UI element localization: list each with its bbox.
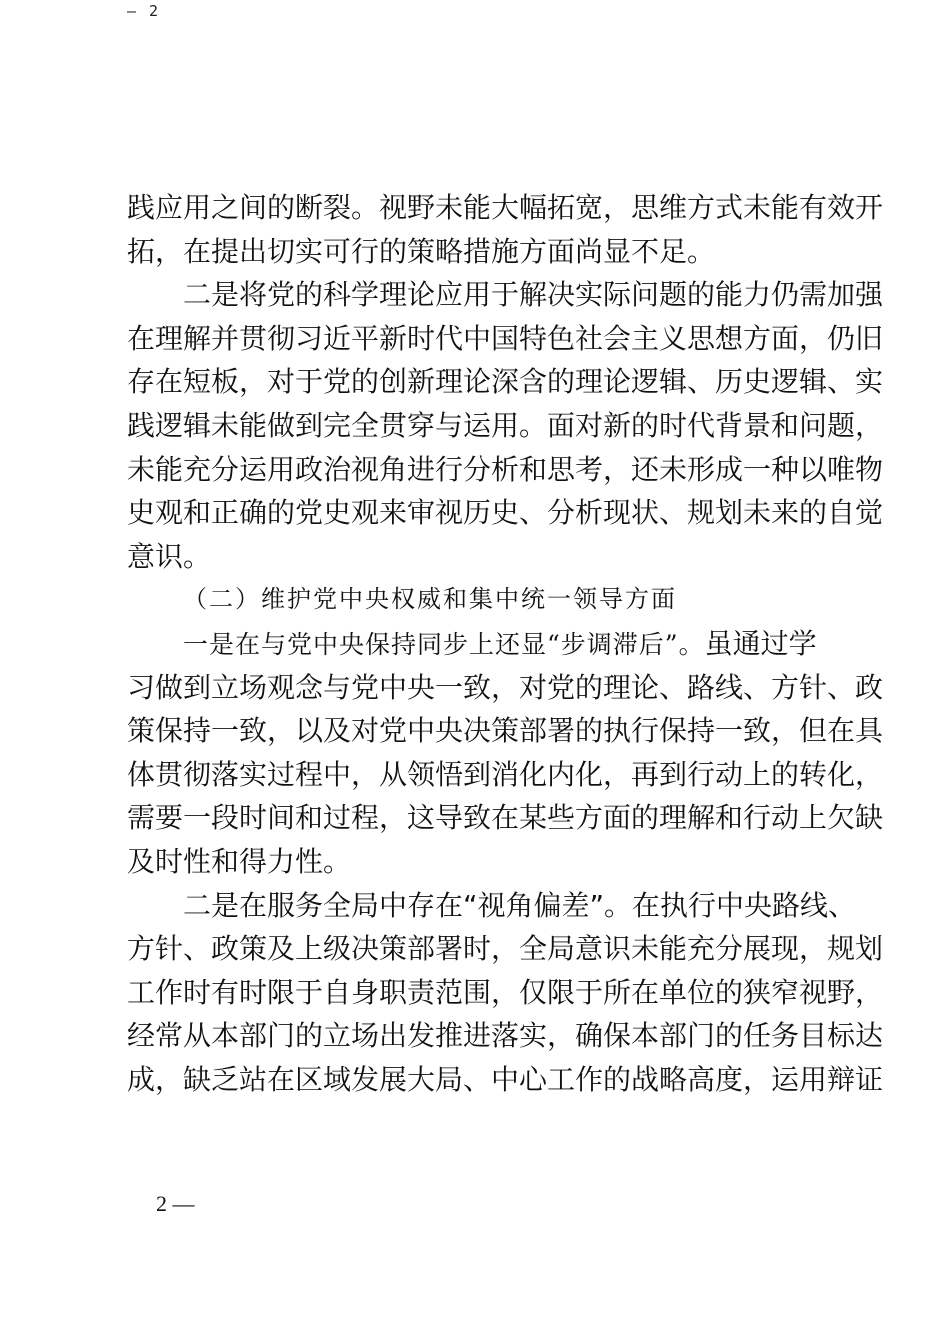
text-line: 工作时有时限于自身职责范围，仅限于所在单位的狭窄视野， xyxy=(127,975,884,1009)
text-line: 践逻辑未能做到完全贯穿与运用。面对新的时代背景和问题， xyxy=(127,408,884,442)
text-segment: 虽通过学 xyxy=(704,626,817,660)
text-line: 践应用之间的断裂。视野未能大幅拓宽，思维方式未能有效开 xyxy=(127,191,884,224)
text-line: 成，缺乏站在区域发展大局、中心工作的战略高度，运用辩证 xyxy=(127,1062,884,1096)
text-line: 二是将党的科学理论应用于解决实际问题的能力仍需加强 xyxy=(183,278,884,312)
text-line: 习做到立场观念与党中央一致，对党的理论、路线、方针、政 xyxy=(127,670,884,704)
text-line: 在理解并贯彻习近平新时代中国特色社会主义思想方面，仍旧 xyxy=(127,321,884,355)
text-line: 二是在服务全局中存在“视角偏差”。在执行中央路线、 xyxy=(183,888,857,922)
text-line xyxy=(127,622,837,666)
text-line: 策保持一致，以及对党中央决策部署的执行保持一致，但在具 xyxy=(127,714,884,748)
text-line: 意识。 xyxy=(127,539,212,573)
paragraph-lead-phrase: 一是在与党中央保持同步上还显“步调滞后”。 xyxy=(183,629,705,659)
text-line: 需要一段时间和过程，这导致在某些方面的理解和行动上欠缺 xyxy=(127,801,884,835)
document-body xyxy=(127,186,884,1101)
text-line: 经常从本部门的立场出发推进落实，确保本部门的任务目标达 xyxy=(127,1019,884,1053)
text-line: 及时性和得力性。 xyxy=(127,844,352,878)
page-header-marker: — 2 xyxy=(127,2,161,20)
text-line: 史观和正确的党史观来审视历史、分析现状、规划未来的自觉 xyxy=(127,496,884,530)
page-footer-number: 2 — xyxy=(156,1191,195,1216)
text-line: 未能充分运用政治视角进行分析和思考，还未形成一种以唯物 xyxy=(127,452,884,486)
text-line: 方针、政策及上级决策部署时，全局意识未能充分展现，规划 xyxy=(127,932,884,966)
text-line: 拓，在提出切实可行的策略措施方面尚显不足。 xyxy=(127,234,716,268)
text-line: 体贯彻落实过程中，从领悟到消化内化，再到行动上的转化， xyxy=(127,757,884,791)
section-heading: （二）维护党中央权威和集中统一领导方面 xyxy=(183,585,677,614)
text-line: 存在短板，对于党的创新理论深含的理论逻辑、历史逻辑、实 xyxy=(127,365,884,399)
